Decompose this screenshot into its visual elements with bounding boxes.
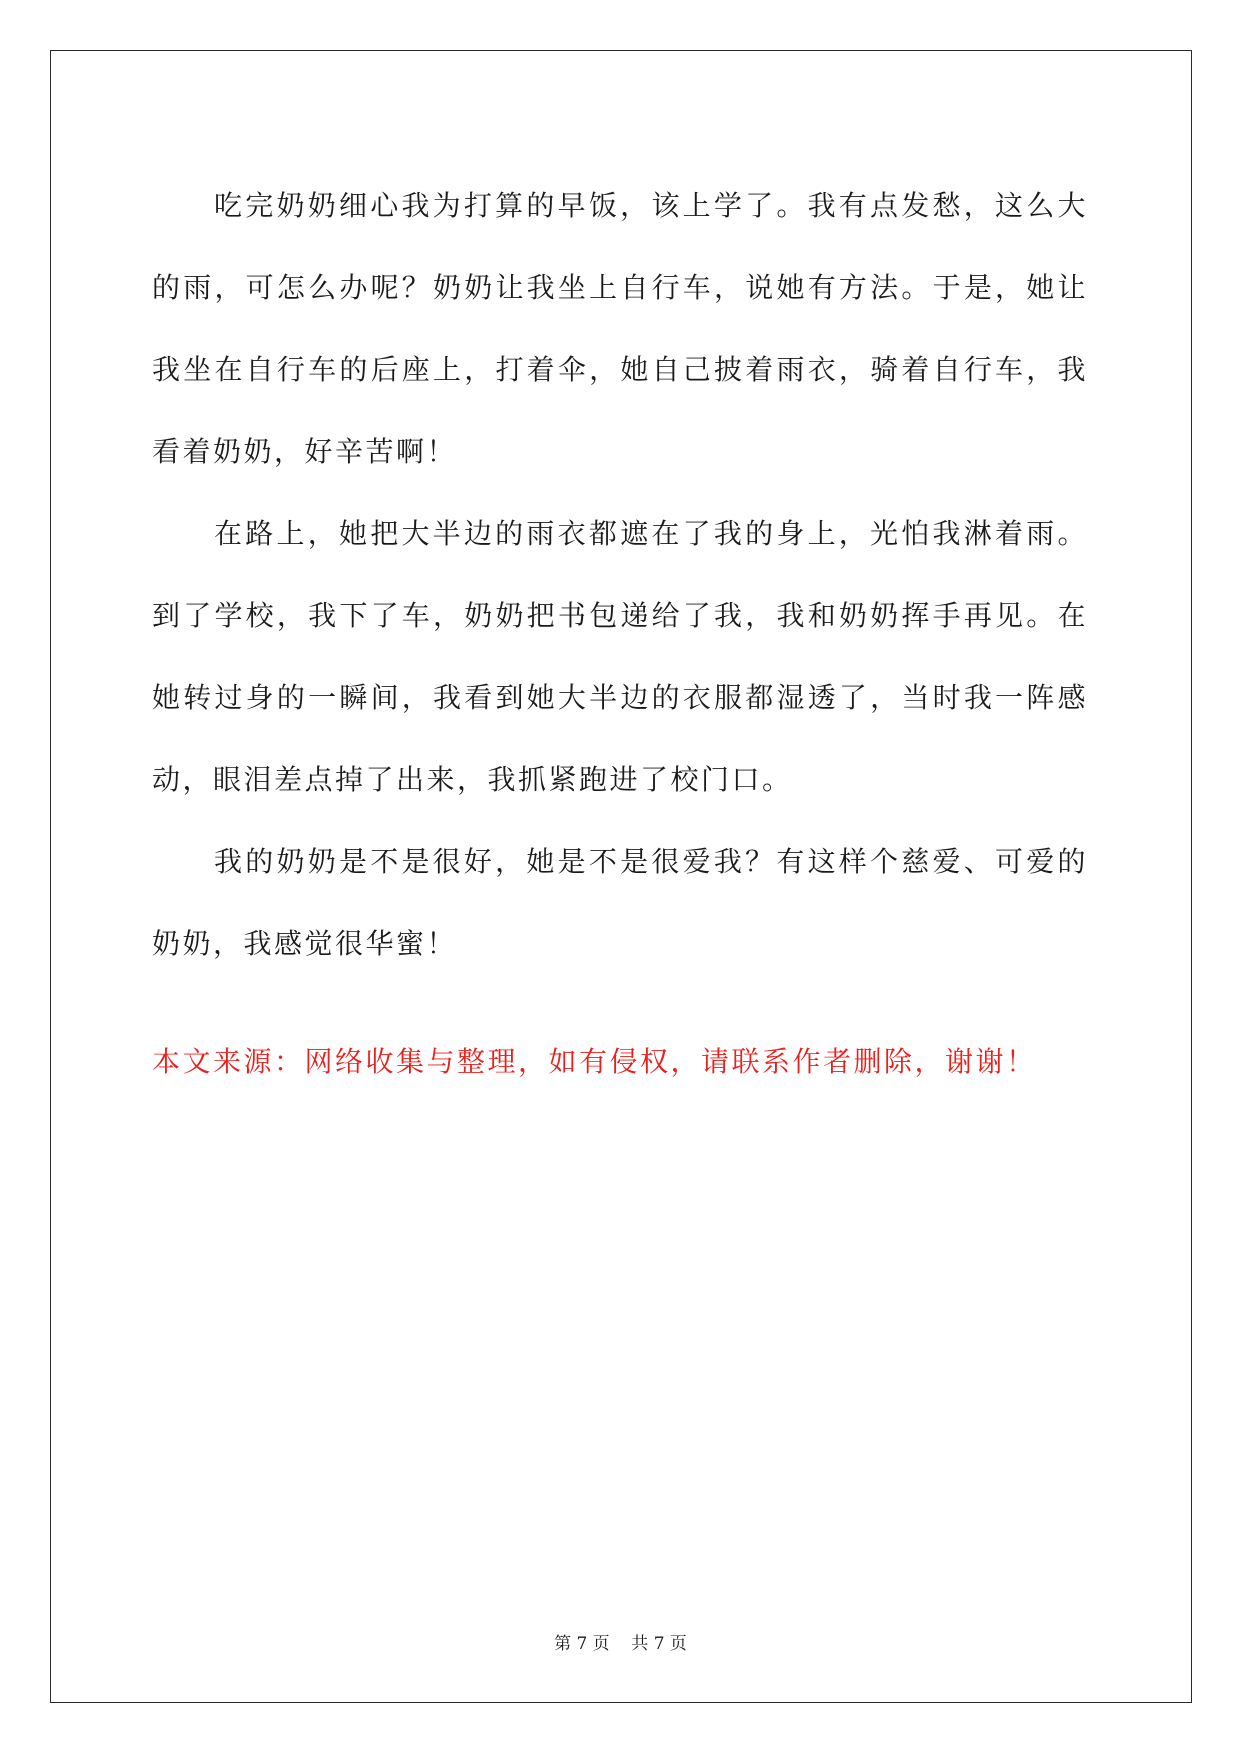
- paragraph-3: 我的奶奶是不是很好，她是不是很爱我？有这样个慈爱、可爱的奶奶，我感觉很华蜜！: [152, 845, 1088, 960]
- source-note: 本文来源：网络收集与整理，如有侵权，请联系作者删除，谢谢！: [152, 1045, 1037, 1078]
- page-number-footer: 第 7 页 共 7 页: [554, 1634, 687, 1654]
- paragraph-1: 吃完奶奶细心我为打算的早饭，该上学了。我有点发愁，这么大的雨，可怎么办呢？奶奶让我坐上自行车，说她有方法。于是，她让我坐在自行车的后座上，打着伞，她自己披着雨衣，骑着自行车，我看着奶奶，好辛苦啊！: [152, 189, 1088, 468]
- paragraph-2: 在路上，她把大半边的雨衣都遮在了我的身上，光怕我淋着雨。到了学校，我下了车，奶奶把书包递给了我，我和奶奶挥手再见。在她转过身的一瞬间，我看到她大半边的衣服都湿透了，当时我一阵感动，眼泪差点掉了出来，我抓紧跑进了校门口。: [152, 517, 1088, 796]
- document-body: [152, 165, 1088, 1103]
